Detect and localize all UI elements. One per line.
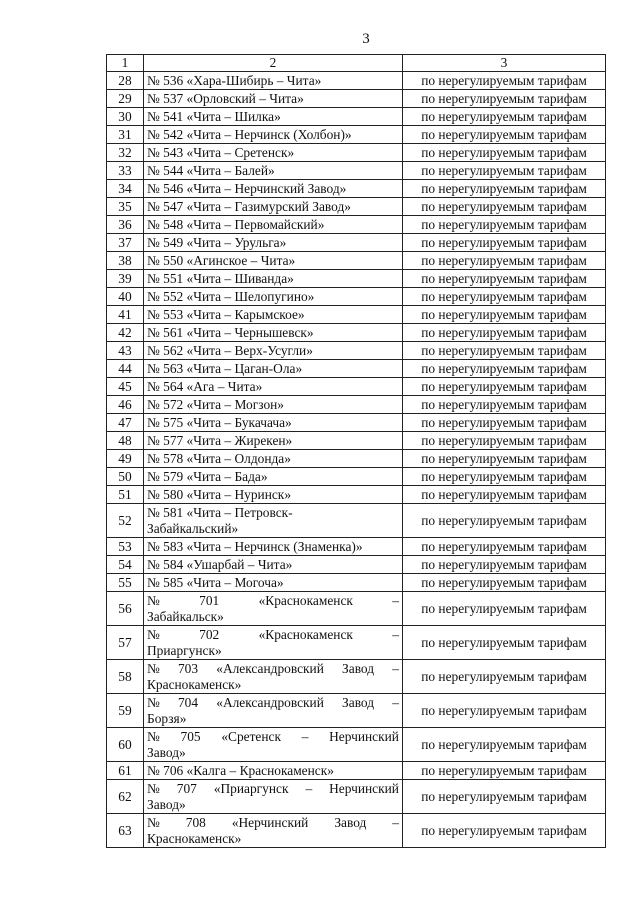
- route-word: «Сретенск: [221, 728, 281, 744]
- route-name: № 584 «Ушарбай – Чита»: [144, 556, 403, 574]
- route-word: «Краснокаменск: [258, 592, 353, 608]
- table-row: [107, 694, 606, 728]
- route-line: [147, 593, 399, 609]
- route-word: Нерчинский: [329, 780, 399, 796]
- route-name: № 551 «Чита – Шиванда»: [144, 270, 403, 288]
- route-name: № 548 «Чита – Первомайский»: [144, 216, 403, 234]
- route-name: [144, 694, 403, 728]
- row-number: 39: [107, 270, 144, 288]
- table-row: [107, 486, 606, 504]
- table-row: [107, 574, 606, 592]
- header-col-3: 3: [403, 55, 606, 72]
- row-number: 45: [107, 378, 144, 396]
- row-number: 41: [107, 306, 144, 324]
- row-number: 36: [107, 216, 144, 234]
- route-name: № 706 «Калга – Краснокаменск»: [144, 762, 403, 780]
- route-word: –: [301, 728, 309, 744]
- table-row: [107, 414, 606, 432]
- row-number: 51: [107, 486, 144, 504]
- row-number: 56: [107, 592, 144, 626]
- route-word: 703: [177, 660, 199, 676]
- route-name: № 547 «Чита – Газимурский Завод»: [144, 198, 403, 216]
- row-number: 63: [107, 814, 144, 848]
- tariff-type: по нерегулируемым тарифам: [403, 592, 606, 626]
- row-number: 38: [107, 252, 144, 270]
- row-number: 32: [107, 144, 144, 162]
- tariff-type: по нерегулируемым тарифам: [403, 126, 606, 144]
- tariff-type: по нерегулируемым тарифам: [403, 378, 606, 396]
- route-word: 705: [180, 728, 201, 744]
- tariff-type: по нерегулируемым тарифам: [403, 180, 606, 198]
- route-name: № 575 «Чита – Букачача»: [144, 414, 403, 432]
- route-name: № 561 «Чита – Чернышевск»: [144, 324, 403, 342]
- route-name: [144, 814, 403, 848]
- route-name: № 579 «Чита – Бада»: [144, 468, 403, 486]
- route-word: 701: [199, 592, 220, 608]
- route-word: –: [392, 626, 399, 642]
- tariff-type: по нерегулируемым тарифам: [403, 468, 606, 486]
- row-number: 57: [107, 626, 144, 660]
- route-name: [144, 592, 403, 626]
- route-word: «Приаргунск: [213, 780, 289, 796]
- route-line: Завод»: [147, 744, 186, 760]
- route-name: № 572 «Чита – Могзон»: [144, 396, 403, 414]
- route-word: 708: [185, 814, 206, 830]
- route-line: [147, 661, 399, 677]
- route-word: Завод: [342, 694, 375, 710]
- route-name: № 546 «Чита – Нерчинский Завод»: [144, 180, 403, 198]
- row-number: 47: [107, 414, 144, 432]
- row-number: 60: [107, 728, 144, 762]
- table-row: [107, 288, 606, 306]
- tariff-type: по нерегулируемым тарифам: [403, 728, 606, 762]
- table-row: [107, 660, 606, 694]
- route-name: [144, 728, 403, 762]
- route-word: «Нерчинский: [231, 814, 309, 830]
- row-number: 54: [107, 556, 144, 574]
- table-row: [107, 538, 606, 556]
- tariff-type: по нерегулируемым тарифам: [403, 694, 606, 728]
- row-number: 55: [107, 574, 144, 592]
- route-word: «Александровский: [216, 660, 324, 676]
- row-number: 58: [107, 660, 144, 694]
- route-word: 702: [199, 626, 220, 642]
- table-row: [107, 762, 606, 780]
- page-number: 3: [362, 31, 370, 47]
- row-number: 59: [107, 694, 144, 728]
- row-number: 52: [107, 504, 144, 538]
- table-row: [107, 216, 606, 234]
- table-row: [107, 378, 606, 396]
- route-name: № 563 «Чита – Цаган-Ола»: [144, 360, 403, 378]
- row-number: 48: [107, 432, 144, 450]
- table-row: [107, 198, 606, 216]
- route-word: «Александровский: [216, 694, 324, 710]
- route-word: «Краснокаменск: [258, 626, 353, 642]
- tariff-type: по нерегулируемым тарифам: [403, 396, 606, 414]
- row-number: 33: [107, 162, 144, 180]
- route-word: №: [147, 728, 160, 744]
- tariff-type: по нерегулируемым тарифам: [403, 626, 606, 660]
- row-number: 28: [107, 72, 144, 90]
- route-line: [147, 695, 399, 711]
- route-line: [147, 781, 399, 797]
- tariff-type: по нерегулируемым тарифам: [403, 216, 606, 234]
- table-row: [107, 252, 606, 270]
- table-row: [107, 342, 606, 360]
- route-word: –: [392, 660, 399, 676]
- tariff-type: по нерегулируемым тарифам: [403, 432, 606, 450]
- table-row: [107, 468, 606, 486]
- header-col-1: 1: [107, 55, 144, 72]
- row-number: 61: [107, 762, 144, 780]
- table-row: [107, 72, 606, 90]
- table-row: [107, 324, 606, 342]
- row-number: 49: [107, 450, 144, 468]
- tariff-type: по нерегулируемым тарифам: [403, 252, 606, 270]
- row-number: 43: [107, 342, 144, 360]
- route-line: № 581 «Чита – Петровск-: [147, 504, 293, 520]
- route-line: Краснокаменск»: [147, 676, 242, 692]
- route-word: Завод: [334, 814, 367, 830]
- row-number: 53: [107, 538, 144, 556]
- table-row: [107, 432, 606, 450]
- route-name: № 580 «Чита – Нуринск»: [144, 486, 403, 504]
- route-name: № 585 «Чита – Могоча»: [144, 574, 403, 592]
- route-word: –: [392, 592, 399, 608]
- table-row: [107, 592, 606, 626]
- tariff-type: по нерегулируемым тарифам: [403, 306, 606, 324]
- row-number: 30: [107, 108, 144, 126]
- route-line: Завод»: [147, 796, 186, 812]
- table-row: [107, 780, 606, 814]
- tariff-type: по нерегулируемым тарифам: [403, 342, 606, 360]
- table-row: [107, 626, 606, 660]
- route-word: №: [147, 780, 160, 796]
- route-name: [144, 660, 403, 694]
- tariff-type: по нерегулируемым тарифам: [403, 108, 606, 126]
- route-line: [147, 815, 399, 831]
- table-row: [107, 504, 606, 538]
- tariff-type: по нерегулируемым тарифам: [403, 72, 606, 90]
- route-word: №: [147, 626, 160, 642]
- table-row: [107, 814, 606, 848]
- tariff-type: по нерегулируемым тарифам: [403, 144, 606, 162]
- row-number: 42: [107, 324, 144, 342]
- tariff-type: по нерегулируемым тарифам: [403, 198, 606, 216]
- route-word: 707: [176, 780, 197, 796]
- route-name: [144, 626, 403, 660]
- tariff-type: по нерегулируемым тарифам: [403, 450, 606, 468]
- route-line: [147, 627, 399, 643]
- route-word: 704: [177, 694, 199, 710]
- tariff-type: по нерегулируемым тарифам: [403, 90, 606, 108]
- route-word: –: [392, 814, 399, 830]
- route-name: [144, 504, 403, 538]
- table-row: [107, 126, 606, 144]
- row-number: 29: [107, 90, 144, 108]
- tariff-type: по нерегулируемым тарифам: [403, 814, 606, 848]
- route-word: №: [147, 694, 160, 710]
- route-name: № 564 «Ага – Чита»: [144, 378, 403, 396]
- row-number: 44: [107, 360, 144, 378]
- route-name: № 541 «Чита – Шилка»: [144, 108, 403, 126]
- table-row: [107, 180, 606, 198]
- row-number: 35: [107, 198, 144, 216]
- header-row: [107, 55, 606, 72]
- route-word: №: [147, 814, 160, 830]
- table-row: [107, 396, 606, 414]
- route-name: № 536 «Хара-Шибирь – Чита»: [144, 72, 403, 90]
- row-number: 34: [107, 180, 144, 198]
- route-line: Приаргунск»: [147, 642, 222, 658]
- row-number: 31: [107, 126, 144, 144]
- row-number: 62: [107, 780, 144, 814]
- route-line: Борзя»: [147, 710, 187, 726]
- route-name: № 542 «Чита – Нерчинск (Холбон)»: [144, 126, 403, 144]
- row-number: 46: [107, 396, 144, 414]
- route-name: № 544 «Чита – Балей»: [144, 162, 403, 180]
- route-line: Забайкальский»: [147, 520, 239, 536]
- routes-table: [106, 54, 606, 848]
- table-row: [107, 360, 606, 378]
- route-line: [147, 729, 399, 745]
- route-name: № 543 «Чита – Сретенск»: [144, 144, 403, 162]
- table-row: [107, 90, 606, 108]
- row-number: 40: [107, 288, 144, 306]
- row-number: 37: [107, 234, 144, 252]
- table-row: [107, 234, 606, 252]
- route-name: № 537 «Орловский – Чита»: [144, 90, 403, 108]
- tariff-type: по нерегулируемым тарифам: [403, 574, 606, 592]
- route-name: [144, 780, 403, 814]
- table-row: [107, 556, 606, 574]
- row-number: 50: [107, 468, 144, 486]
- tariff-type: по нерегулируемым тарифам: [403, 234, 606, 252]
- tariff-type: по нерегулируемым тарифам: [403, 556, 606, 574]
- tariff-type: по нерегулируемым тарифам: [403, 162, 606, 180]
- tariff-type: по нерегулируемым тарифам: [403, 360, 606, 378]
- tariff-type: по нерегулируемым тарифам: [403, 538, 606, 556]
- tariff-type: по нерегулируемым тарифам: [403, 414, 606, 432]
- table-row: [107, 306, 606, 324]
- table-row: [107, 144, 606, 162]
- route-line: Забайкальск»: [147, 608, 224, 624]
- tariff-type: по нерегулируемым тарифам: [403, 270, 606, 288]
- route-name: № 577 «Чита – Жирекен»: [144, 432, 403, 450]
- tariff-type: по нерегулируемым тарифам: [403, 288, 606, 306]
- route-word: №: [147, 660, 160, 676]
- route-word: –: [305, 780, 313, 796]
- tariff-type: по нерегулируемым тарифам: [403, 762, 606, 780]
- route-word: –: [392, 694, 399, 710]
- route-name: № 562 «Чита – Верх-Усугли»: [144, 342, 403, 360]
- route-name: № 549 «Чита – Урульга»: [144, 234, 403, 252]
- tariff-type: по нерегулируемым тарифам: [403, 504, 606, 538]
- route-name: № 552 «Чита – Шелопугино»: [144, 288, 403, 306]
- route-word: №: [147, 592, 160, 608]
- route-name: № 550 «Агинское – Чита»: [144, 252, 403, 270]
- tariff-type: по нерегулируемым тарифам: [403, 324, 606, 342]
- table-row: [107, 450, 606, 468]
- route-name: № 553 «Чита – Карымское»: [144, 306, 403, 324]
- table-row: [107, 162, 606, 180]
- route-name: № 583 «Чита – Нерчинск (Знаменка)»: [144, 538, 403, 556]
- table-row: [107, 108, 606, 126]
- tariff-type: по нерегулируемым тарифам: [403, 780, 606, 814]
- route-name: № 578 «Чита – Олдонда»: [144, 450, 403, 468]
- table-row: [107, 270, 606, 288]
- table-row: [107, 728, 606, 762]
- route-word: Завод: [342, 660, 375, 676]
- tariff-type: по нерегулируемым тарифам: [403, 660, 606, 694]
- tariff-type: по нерегулируемым тарифам: [403, 486, 606, 504]
- header-col-2: 2: [144, 55, 403, 72]
- route-word: Нерчинский: [329, 728, 399, 744]
- route-line: Краснокаменск»: [147, 830, 242, 846]
